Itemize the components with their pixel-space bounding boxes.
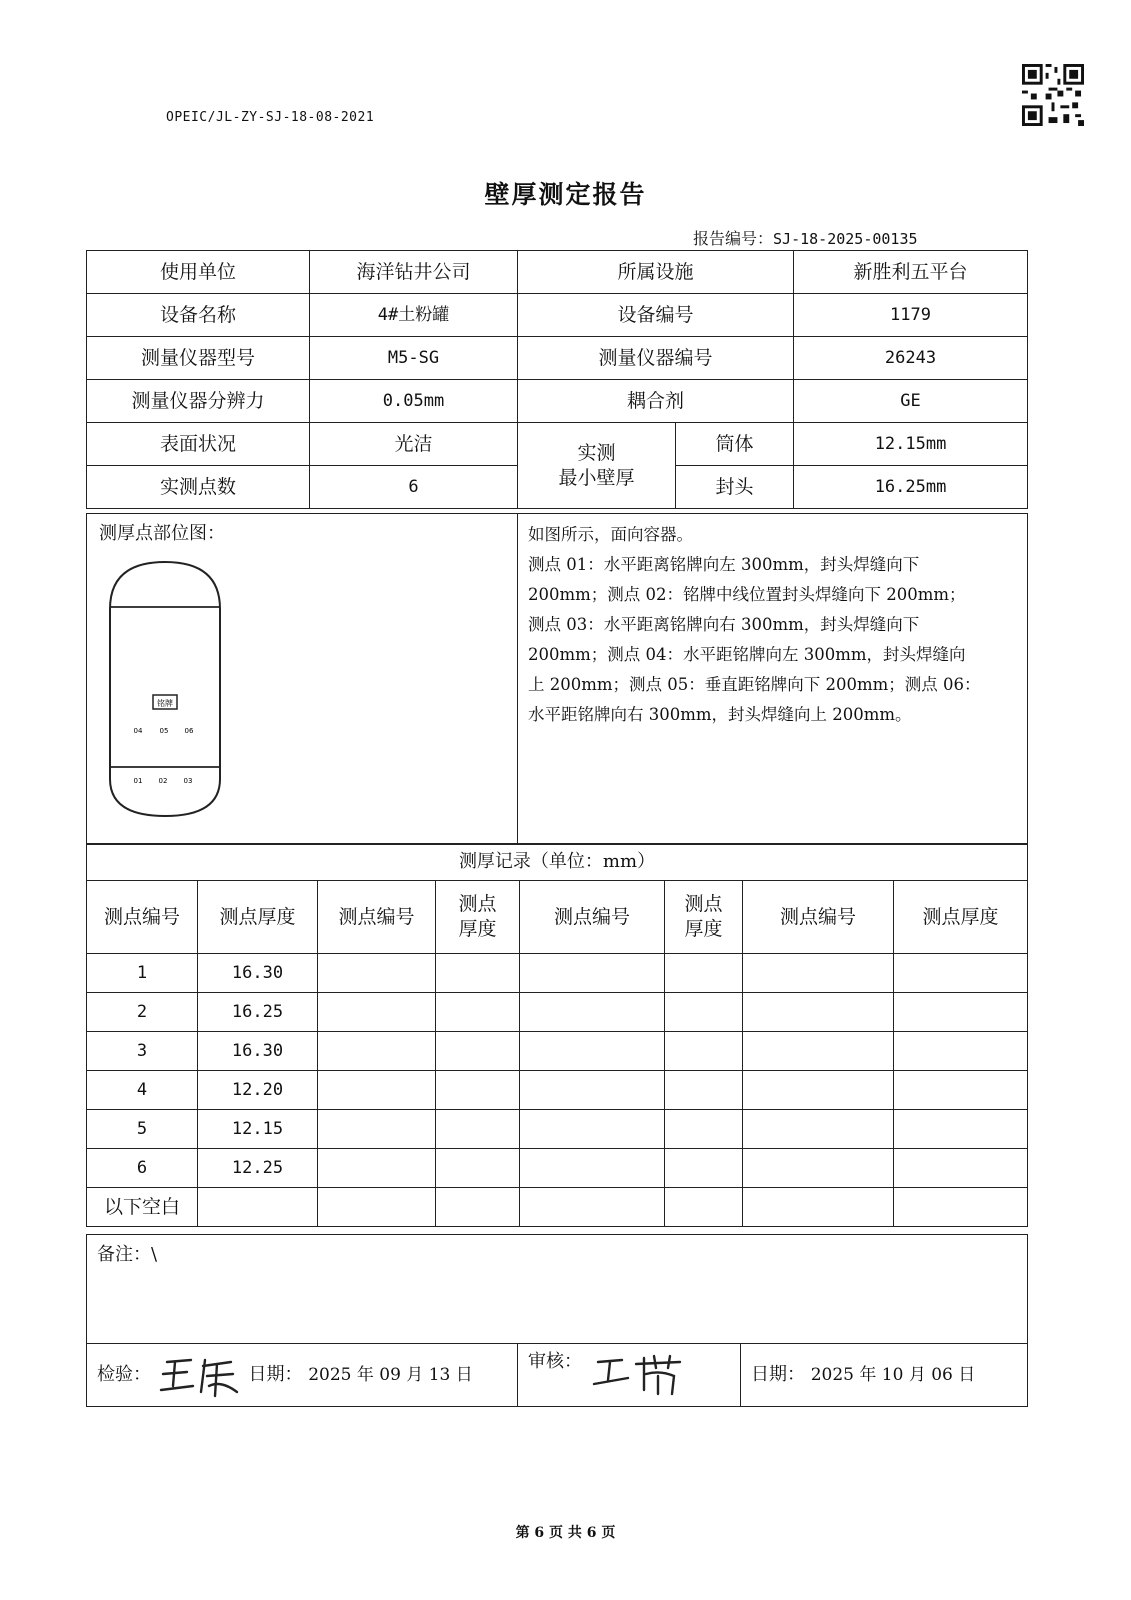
description-line: 测点 03：水平距离铭牌向右 300mm，封头焊缝向下: [528, 615, 920, 634]
min-wall-label: [518, 423, 676, 509]
table-row: [87, 1032, 1028, 1071]
blank-below-label: 以下空白: [87, 1188, 198, 1227]
description-line: 200mm；测点 02：铭牌中线位置封头焊缝向下 200mm；: [528, 585, 966, 604]
report-number-value: SJ-18-2025-00135: [773, 230, 918, 248]
description-line: 如图所示，面向容器。: [528, 525, 693, 544]
point-thickness: [198, 1188, 318, 1227]
info-value: 海洋钻井公司: [310, 251, 518, 294]
info-label: 筒体: [676, 423, 794, 466]
column-header: [436, 881, 520, 954]
thickness-record-table: [86, 843, 1028, 1227]
point-id: 2: [87, 993, 198, 1032]
remark: 备注：\: [87, 1235, 1028, 1344]
info-value: 26243: [794, 337, 1028, 380]
info-label: 使用单位: [87, 251, 310, 294]
table-row: [87, 993, 1028, 1032]
footer-table: [86, 1234, 1028, 1407]
info-value: 6: [310, 466, 518, 509]
point-thickness: 12.20: [198, 1071, 318, 1110]
info-value: 0.05mm: [310, 380, 518, 423]
table-row: [87, 954, 1028, 993]
info-value: 光洁: [310, 423, 518, 466]
point-thickness: 16.25: [198, 993, 318, 1032]
info-value: 新胜利五平台: [794, 251, 1028, 294]
column-header-text: 测点厚度: [458, 893, 497, 940]
point-label: 05: [159, 727, 169, 735]
table-row: [87, 1110, 1028, 1149]
point-id: 6: [87, 1149, 198, 1188]
point-label: 01: [133, 777, 143, 785]
diagram-label: 测厚点部位图：: [99, 523, 225, 544]
description-line: 上 200mm；测点 05：垂直距铭牌向下 200mm；测点 06：: [528, 675, 981, 694]
point-id: 3: [87, 1032, 198, 1071]
point-thickness: 16.30: [198, 954, 318, 993]
column-header-text: 测点厚度: [684, 893, 723, 940]
point-thickness: 12.25: [198, 1149, 318, 1188]
review-date: 2025 年 10 月 06 日: [810, 1365, 976, 1386]
description-line: 200mm；测点 04：水平距铭牌向左 300mm，封头焊缝向: [528, 645, 966, 664]
point-id: 4: [87, 1071, 198, 1110]
qr-code-icon: [1022, 64, 1084, 126]
review-date-cell: [741, 1344, 1028, 1407]
info-value: GE: [794, 380, 1028, 423]
diagram-section: [86, 513, 1028, 845]
reviewer-signature: [588, 1350, 698, 1400]
info-label: 测量仪器编号: [518, 337, 794, 380]
point-label: 04: [133, 727, 143, 735]
document-code: OPEIC/JL-ZY-SJ-18-08-2021: [166, 110, 375, 125]
info-label: 实测点数: [87, 466, 310, 509]
nameplate-label: 铭牌: [157, 699, 173, 708]
info-value: M5-SG: [310, 337, 518, 380]
min-wall-label-line1: 实测: [577, 441, 616, 464]
column-header: 测点编号: [743, 881, 894, 954]
inspect-date: 2025 年 09 月 13 日: [308, 1365, 473, 1385]
info-label: 设备编号: [518, 294, 794, 337]
table-row: [87, 1071, 1028, 1110]
table-row: [87, 1149, 1028, 1188]
record-caption: 测厚记录（单位：mm）: [87, 844, 1028, 881]
info-label: 测量仪器分辨力: [87, 380, 310, 423]
point-id: 5: [87, 1110, 198, 1149]
inspector-cell: [87, 1344, 518, 1407]
info-label: 所属设施: [518, 251, 794, 294]
point-label: 06: [184, 727, 194, 735]
info-label: 设备名称: [87, 294, 310, 337]
info-label: 测量仪器型号: [87, 337, 310, 380]
report-title: 壁厚测定报告: [484, 180, 647, 209]
info-value: 4#土粉罐: [310, 294, 518, 337]
inspect-date-label: 日期：: [248, 1364, 303, 1385]
point-id: 1: [87, 954, 198, 993]
description-cell: [518, 514, 1028, 845]
info-label: 耦合剂: [518, 380, 794, 423]
info-value: 16.25mm: [794, 466, 1028, 509]
info-table: [86, 250, 1028, 509]
info-value: 12.15mm: [794, 423, 1028, 466]
column-header: 测点厚度: [894, 881, 1028, 954]
point-label: 02: [158, 777, 168, 785]
info-label: 表面状况: [87, 423, 310, 466]
point-thickness: 16.30: [198, 1032, 318, 1071]
info-value: 1179: [794, 294, 1028, 337]
vessel-diagram: [107, 559, 247, 819]
column-header: 测点编号: [318, 881, 436, 954]
column-header: 测点编号: [520, 881, 665, 954]
table-row: [87, 1188, 1028, 1227]
point-label: 03: [183, 777, 193, 785]
info-label: 封头: [676, 466, 794, 509]
column-header: 测点厚度: [198, 881, 318, 954]
inspector-label: 检验：: [97, 1364, 151, 1385]
column-header: [665, 881, 743, 954]
inspector-signature: [157, 1352, 243, 1398]
diagram-cell: [87, 514, 518, 845]
description-line: 水平距铭牌向右 300mm，封头焊缝向上 200mm。: [528, 705, 912, 724]
report-number-label: 报告编号：: [693, 229, 774, 248]
reviewer-cell: [518, 1344, 741, 1407]
description-line: 测点 01：水平距离铭牌向左 300mm，封头焊缝向下: [528, 555, 920, 574]
review-date-label: 日期：: [751, 1364, 805, 1386]
report-number: [693, 226, 918, 249]
min-wall-label-line2: 最小壁厚: [558, 466, 635, 489]
point-thickness: 12.15: [198, 1110, 318, 1149]
reviewer-label: 审核：: [528, 1351, 582, 1372]
page-number: 第 6 页 共 6 页: [515, 1525, 616, 1541]
column-header: 测点编号: [87, 881, 198, 954]
